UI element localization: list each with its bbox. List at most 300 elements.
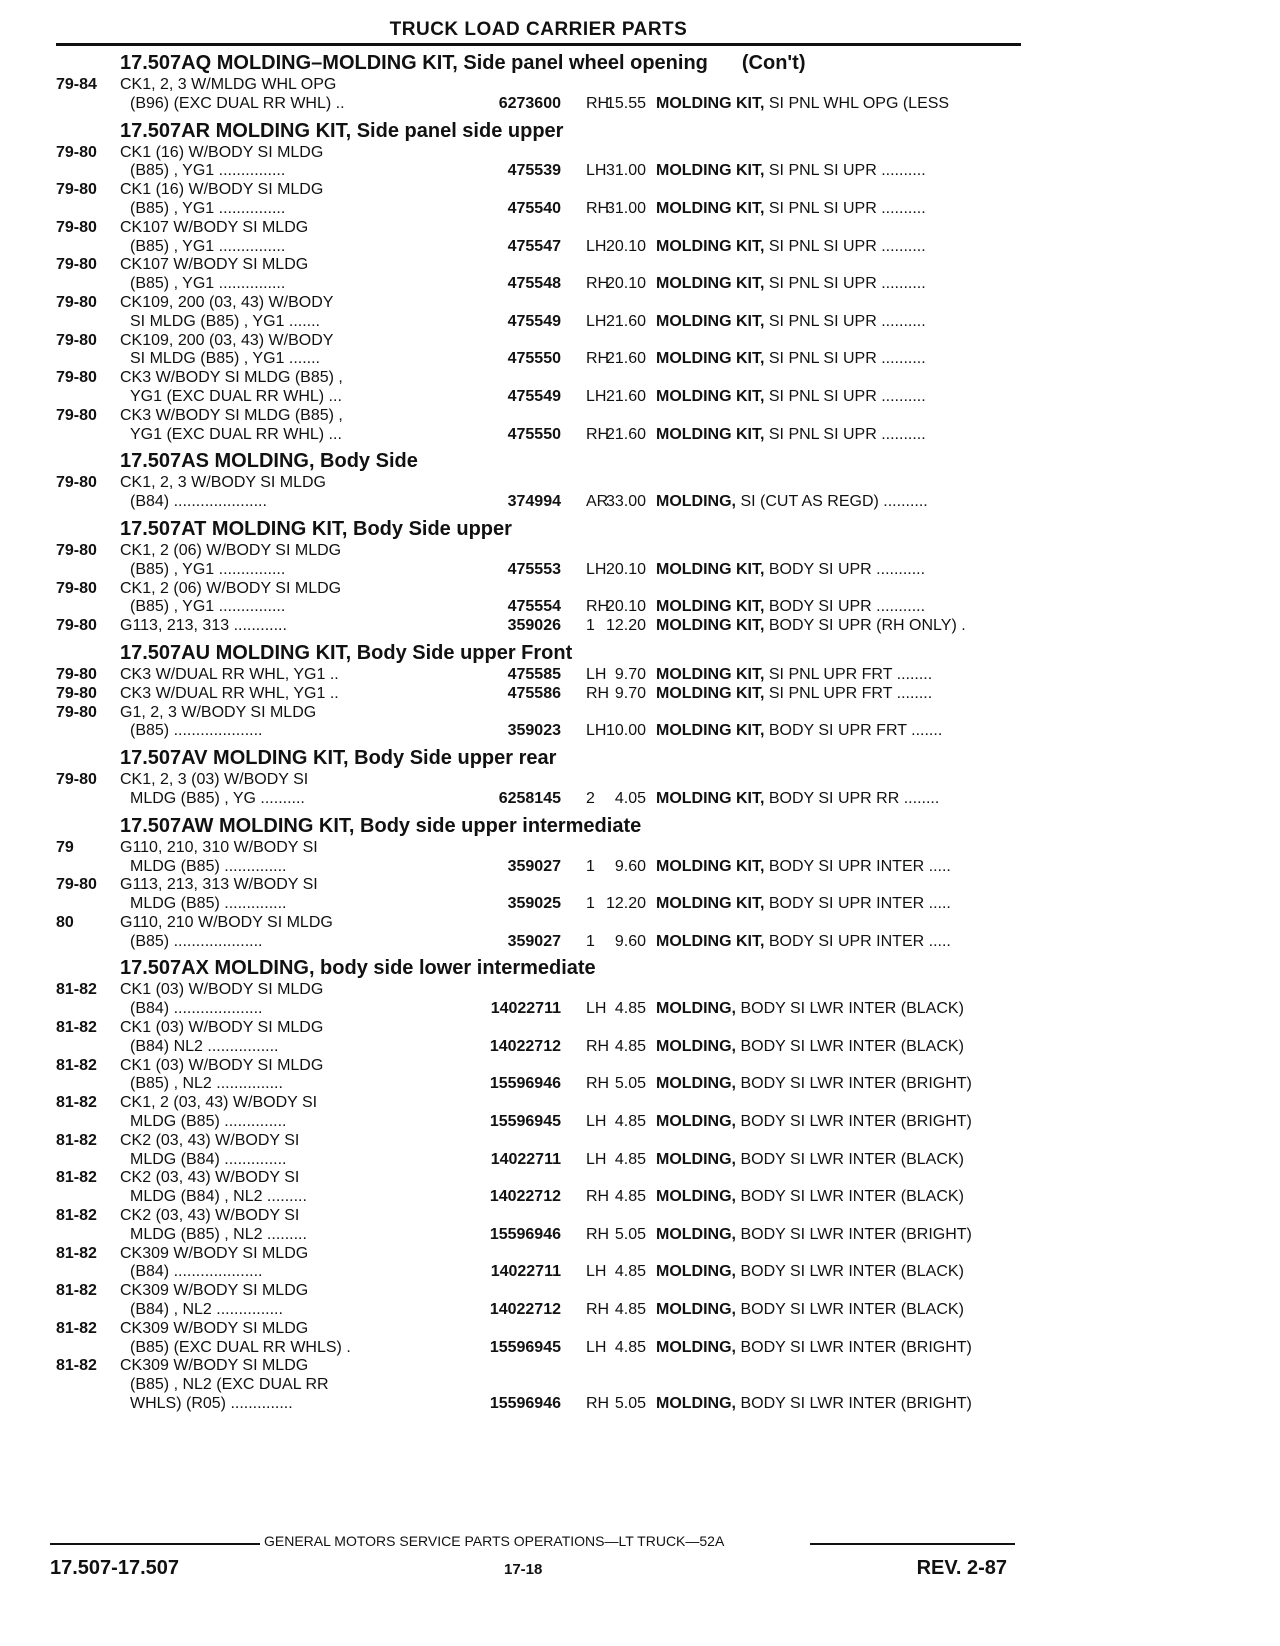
entry-line bbox=[56, 95, 1021, 114]
model-application: CK107 W/BODY SI MLDG bbox=[120, 218, 309, 236]
page-footer bbox=[50, 1533, 1015, 1593]
part-detail: SI (CUT AS REGD) .......... bbox=[736, 493, 928, 511]
entry-line bbox=[56, 1151, 1021, 1170]
entry-line bbox=[56, 144, 1021, 163]
part-description bbox=[656, 1339, 972, 1358]
part-number: 475550 bbox=[507, 350, 561, 368]
price: 4.85 bbox=[614, 1150, 646, 1168]
price: 12.20 bbox=[605, 895, 646, 913]
model-year: 81-82 bbox=[56, 1244, 97, 1262]
section-title-text: 17.507AR MOLDING KIT, Side panel side upper bbox=[120, 119, 564, 142]
parts-entry bbox=[56, 369, 1021, 407]
parts-entry bbox=[56, 839, 1021, 877]
model-application: CK107 W/BODY SI MLDG bbox=[120, 256, 309, 274]
part-detail: BODY SI UPR INTER ..... bbox=[764, 895, 951, 913]
part-name: MOLDING KIT, bbox=[656, 94, 765, 112]
part-detail: BODY SI UPR INTER ..... bbox=[764, 932, 951, 950]
part-number: 14022711 bbox=[490, 1263, 561, 1281]
quantity: RH bbox=[586, 94, 610, 112]
part-detail: BODY SI LWR INTER (BRIGHT) bbox=[736, 1395, 972, 1413]
price: 31.00 bbox=[605, 199, 646, 217]
part-description bbox=[656, 162, 926, 181]
quantity: 1 bbox=[586, 617, 595, 635]
entry-line bbox=[56, 617, 1021, 636]
entry-line bbox=[56, 474, 1021, 493]
part-detail: SI PNL UPR FRT ........ bbox=[764, 665, 933, 683]
part-detail: SI PNL SI UPR .......... bbox=[764, 312, 926, 330]
part-detail: BODY SI UPR INTER ..... bbox=[764, 857, 951, 875]
model-application: CK3 W/DUAL RR WHL, YG1 .. bbox=[120, 684, 339, 702]
part-name: MOLDING KIT, bbox=[656, 237, 765, 255]
model-year: 81-82 bbox=[56, 1131, 97, 1149]
part-number: 14022711 bbox=[490, 1000, 561, 1018]
parts-entry bbox=[56, 294, 1021, 332]
model-application: YG1 (EXC DUAL RR WHL) ... bbox=[130, 387, 342, 405]
price: 5.05 bbox=[614, 1075, 646, 1093]
price: 20.10 bbox=[605, 275, 646, 293]
part-number: 14022712 bbox=[489, 1037, 561, 1055]
model-application: CK1 (03) W/BODY SI MLDG bbox=[120, 1056, 324, 1074]
model-year: 79-80 bbox=[56, 143, 97, 161]
part-detail: BODY SI LWR INTER (BRIGHT) bbox=[736, 1075, 972, 1093]
part-detail: BODY SI UPR RR ........ bbox=[764, 789, 940, 807]
entry-line bbox=[56, 162, 1021, 181]
model-application: (B85) , YG1 ............... bbox=[130, 598, 286, 616]
price: 21.60 bbox=[605, 312, 646, 330]
price: 10.00 bbox=[605, 722, 646, 740]
part-number: 475540 bbox=[507, 199, 561, 217]
model-year: 80 bbox=[56, 913, 74, 931]
model-year: 79-84 bbox=[56, 76, 97, 93]
model-application: CK1, 2 (06) W/BODY SI MLDG bbox=[120, 541, 342, 559]
entry-line bbox=[56, 1282, 1021, 1301]
section-title-text: 17.507AW MOLDING KIT, Body side upper intermediate bbox=[120, 814, 642, 837]
quantity: LH bbox=[586, 162, 607, 180]
part-number: 475585 bbox=[507, 665, 561, 683]
quantity: RH bbox=[586, 1301, 610, 1319]
part-name: MOLDING, bbox=[656, 493, 736, 511]
part-name: MOLDING, bbox=[656, 1113, 736, 1131]
part-number: 15596945 bbox=[489, 1113, 561, 1131]
entry-line bbox=[56, 580, 1021, 599]
part-description bbox=[656, 95, 949, 114]
entry-line bbox=[56, 1188, 1021, 1207]
model-application: CK2 (03, 43) W/BODY SI bbox=[120, 1169, 300, 1187]
model-year: 79-80 bbox=[56, 665, 97, 683]
price: 20.10 bbox=[605, 560, 646, 578]
model-application: CK1 (16) W/BODY SI MLDG bbox=[120, 181, 324, 199]
model-year: 79 bbox=[56, 838, 74, 856]
part-name: MOLDING, bbox=[656, 1075, 736, 1093]
part-number: 359027 bbox=[507, 857, 561, 875]
part-number: 359025 bbox=[507, 895, 561, 913]
entry-line bbox=[56, 1169, 1021, 1188]
entry-line bbox=[56, 1094, 1021, 1113]
part-detail: SI PNL UPR FRT ........ bbox=[764, 684, 933, 702]
entry-line bbox=[56, 1207, 1021, 1226]
model-year: 81-82 bbox=[56, 1019, 97, 1037]
entry-line bbox=[56, 1038, 1021, 1057]
price: 21.60 bbox=[605, 387, 646, 405]
model-application: MLDG (B85) .............. bbox=[130, 857, 287, 875]
part-description bbox=[656, 858, 951, 877]
part-description bbox=[656, 790, 939, 809]
model-application: SI MLDG (B85) , YG1 ....... bbox=[130, 312, 320, 330]
model-year: 79-80 bbox=[56, 876, 97, 894]
entry-line bbox=[56, 1075, 1021, 1094]
part-detail: SI PNL SI UPR .......... bbox=[764, 162, 926, 180]
entry-line bbox=[56, 839, 1021, 858]
quantity: RH bbox=[586, 199, 610, 217]
model-application: CK109, 200 (03, 43) W/BODY bbox=[120, 293, 334, 311]
entry-line bbox=[56, 1113, 1021, 1132]
entry-line bbox=[56, 771, 1021, 790]
part-description bbox=[656, 598, 925, 617]
quantity: LH bbox=[586, 1113, 607, 1131]
price: 4.85 bbox=[614, 1113, 646, 1131]
section-title bbox=[56, 118, 1021, 144]
model-application: CK1, 2, 3 (03) W/BODY SI bbox=[120, 771, 309, 789]
entry-line bbox=[56, 1019, 1021, 1038]
model-year: 79-80 bbox=[56, 293, 97, 311]
price: 5.05 bbox=[614, 1395, 646, 1413]
footer-page-number: 17-18 bbox=[504, 1561, 543, 1578]
part-detail: BODY SI LWR INTER (BRIGHT) bbox=[736, 1225, 972, 1243]
part-number: 374994 bbox=[507, 493, 561, 511]
part-number: 475586 bbox=[507, 684, 561, 702]
quantity: 1 bbox=[586, 895, 595, 913]
part-detail: SI PNL WHL OPG (LESS bbox=[764, 94, 950, 112]
entry-line bbox=[56, 407, 1021, 426]
quantity: LH bbox=[586, 722, 607, 740]
model-application: CK309 W/BODY SI MLDG bbox=[120, 1319, 309, 1337]
section-title bbox=[56, 640, 1021, 666]
model-application: SI MLDG (B85) , YG1 ....... bbox=[130, 350, 320, 368]
model-application: CK1 (03) W/BODY SI MLDG bbox=[120, 981, 324, 999]
part-detail: SI PNL SI UPR .......... bbox=[764, 387, 926, 405]
part-detail: BODY SI LWR INTER (BLACK) bbox=[736, 1188, 964, 1206]
model-application: (B96) (EXC DUAL RR WHL) .. bbox=[130, 94, 345, 112]
parts-entry bbox=[56, 876, 1021, 914]
model-year: 79-80 bbox=[56, 617, 97, 635]
part-number: 475554 bbox=[507, 598, 561, 616]
part-description bbox=[656, 350, 926, 369]
part-name: MOLDING KIT, bbox=[656, 857, 765, 875]
entry-line bbox=[56, 561, 1021, 580]
parts-section bbox=[56, 745, 1021, 809]
parts-section bbox=[56, 516, 1021, 636]
model-application: CK1, 2 (03, 43) W/BODY SI bbox=[120, 1094, 318, 1112]
model-application: MLDG (B85) , YG .......... bbox=[130, 789, 305, 807]
model-application: (B85) , YG1 ............... bbox=[130, 199, 286, 217]
model-application: MLDG (B84) , NL2 ......... bbox=[130, 1188, 307, 1206]
model-application: (B85) , NL2 (EXC DUAL RR bbox=[130, 1376, 329, 1394]
footer-revision: REV. 2-87 bbox=[916, 1557, 1007, 1579]
part-name: MOLDING KIT, bbox=[656, 387, 765, 405]
entry-line bbox=[56, 981, 1021, 1000]
entry-line bbox=[56, 313, 1021, 332]
part-number: 359023 bbox=[507, 722, 561, 740]
parts-entry bbox=[56, 332, 1021, 370]
section-title bbox=[56, 50, 1021, 76]
footer-rule-right bbox=[810, 1543, 1015, 1545]
price: 4.85 bbox=[614, 1000, 646, 1018]
model-year: 79-80 bbox=[56, 474, 97, 492]
parts-entry bbox=[56, 1282, 1021, 1320]
part-number: 14022712 bbox=[489, 1301, 561, 1319]
part-name: MOLDING KIT, bbox=[656, 275, 765, 293]
parts-entry bbox=[56, 542, 1021, 580]
quantity: RH bbox=[586, 1225, 610, 1243]
section-title bbox=[56, 955, 1021, 981]
model-application: G113, 213, 313 W/BODY SI bbox=[120, 876, 318, 894]
parts-entry bbox=[56, 1169, 1021, 1207]
part-number: 475548 bbox=[507, 275, 561, 293]
parts-entry bbox=[56, 474, 1021, 512]
model-application: G110, 210, 310 W/BODY SI bbox=[120, 838, 318, 856]
parts-entry bbox=[56, 704, 1021, 742]
model-application: WHLS) (R05) .............. bbox=[130, 1395, 293, 1413]
footer-publisher: GENERAL MOTORS SERVICE PARTS OPERATIONS—LT TRUCK—52A bbox=[264, 1533, 725, 1549]
entry-line bbox=[56, 542, 1021, 561]
part-name: MOLDING KIT, bbox=[656, 598, 765, 616]
entry-line bbox=[56, 1000, 1021, 1019]
entry-line bbox=[56, 1320, 1021, 1339]
model-year: 81-82 bbox=[56, 1207, 97, 1225]
entry-line bbox=[56, 493, 1021, 512]
part-description bbox=[656, 1075, 972, 1094]
model-year: 79-80 bbox=[56, 703, 97, 721]
part-name: MOLDING KIT, bbox=[656, 312, 765, 330]
quantity: 1 bbox=[586, 857, 595, 875]
model-application: CK1, 2 (06) W/BODY SI MLDG bbox=[120, 579, 342, 597]
part-description bbox=[656, 238, 926, 257]
model-application: (B85) , NL2 ............... bbox=[130, 1075, 283, 1093]
parts-entry bbox=[56, 181, 1021, 219]
quantity: RH bbox=[586, 350, 610, 368]
part-number: 15596946 bbox=[489, 1225, 561, 1243]
parts-entry bbox=[56, 1320, 1021, 1358]
model-application: (B84) .................... bbox=[130, 1263, 263, 1281]
part-description bbox=[656, 1263, 964, 1282]
quantity: 2 bbox=[586, 789, 595, 807]
part-description bbox=[656, 426, 926, 445]
price: 9.60 bbox=[614, 857, 646, 875]
parts-entry bbox=[56, 580, 1021, 618]
parts-entry bbox=[56, 914, 1021, 952]
entry-line bbox=[56, 1301, 1021, 1320]
part-name: MOLDING KIT, bbox=[656, 722, 765, 740]
part-description bbox=[656, 617, 966, 636]
part-name: MOLDING KIT, bbox=[656, 162, 765, 180]
part-name: MOLDING, bbox=[656, 1188, 736, 1206]
part-detail: BODY SI LWR INTER (BLACK) bbox=[736, 1000, 964, 1018]
entry-line bbox=[56, 1357, 1021, 1376]
model-application: CK3 W/DUAL RR WHL, YG1 .. bbox=[120, 665, 339, 683]
model-application: MLDG (B85) .............. bbox=[130, 1113, 287, 1131]
entry-line bbox=[56, 1132, 1021, 1151]
part-detail: SI PNL SI UPR .......... bbox=[764, 425, 926, 443]
entry-line bbox=[56, 388, 1021, 407]
entry-line bbox=[56, 1226, 1021, 1245]
quantity: 1 bbox=[586, 932, 595, 950]
model-year: 81-82 bbox=[56, 1169, 97, 1187]
parts-entry bbox=[56, 1019, 1021, 1057]
part-name: MOLDING, bbox=[656, 1225, 736, 1243]
parts-page bbox=[56, 18, 1021, 1414]
part-description bbox=[656, 1151, 964, 1170]
part-number: 15596945 bbox=[489, 1338, 561, 1356]
parts-section bbox=[56, 813, 1021, 952]
entry-line bbox=[56, 914, 1021, 933]
price: 4.85 bbox=[614, 1301, 646, 1319]
model-year: 79-80 bbox=[56, 541, 97, 559]
page-title: TRUCK LOAD CARRIER PARTS bbox=[389, 19, 688, 40]
parts-entry bbox=[56, 666, 1021, 685]
entry-line bbox=[56, 858, 1021, 877]
price: 20.10 bbox=[605, 598, 646, 616]
part-name: MOLDING, bbox=[656, 1263, 736, 1281]
part-detail: BODY SI LWR INTER (BLACK) bbox=[736, 1301, 964, 1319]
part-description bbox=[656, 1226, 972, 1245]
part-name: MOLDING KIT, bbox=[656, 684, 765, 702]
model-year: 79-80 bbox=[56, 771, 97, 789]
entry-line bbox=[56, 895, 1021, 914]
part-name: MOLDING KIT, bbox=[656, 350, 765, 368]
model-year: 79-80 bbox=[56, 218, 97, 236]
part-description bbox=[656, 1000, 964, 1019]
entry-line bbox=[56, 294, 1021, 313]
price: 9.70 bbox=[614, 665, 646, 683]
part-name: MOLDING, bbox=[656, 1000, 736, 1018]
model-application: CK3 W/BODY SI MLDG (B85) , bbox=[120, 369, 343, 387]
parts-entry bbox=[56, 1207, 1021, 1245]
quantity: RH bbox=[586, 275, 610, 293]
part-number: 14022712 bbox=[489, 1188, 561, 1206]
model-application: (B84) ..................... bbox=[130, 493, 267, 511]
parts-entry bbox=[56, 256, 1021, 294]
part-number: 475553 bbox=[507, 560, 561, 578]
entry-line bbox=[56, 1339, 1021, 1358]
part-detail: BODY SI LWR INTER (BRIGHT) bbox=[736, 1113, 972, 1131]
model-application: G1, 2, 3 W/BODY SI MLDG bbox=[120, 703, 317, 721]
price: 9.70 bbox=[614, 684, 646, 702]
model-application: CK1, 2, 3 W/BODY SI MLDG bbox=[120, 474, 326, 492]
model-application: MLDG (B84) .............. bbox=[130, 1150, 287, 1168]
section-title-text: 17.507AQ MOLDING–MOLDING KIT, Side panel wheel opening bbox=[120, 52, 708, 74]
parts-section bbox=[56, 50, 1021, 114]
entry-line bbox=[56, 790, 1021, 809]
entry-line bbox=[56, 704, 1021, 723]
footer-section-range: 17.507-17.507 bbox=[50, 1557, 180, 1579]
price: 12.20 bbox=[605, 617, 646, 635]
price: 33.00 bbox=[605, 493, 646, 511]
part-detail: BODY SI LWR INTER (BLACK) bbox=[736, 1150, 964, 1168]
model-year: 79-80 bbox=[56, 331, 97, 349]
part-name: MOLDING KIT, bbox=[656, 199, 765, 217]
entry-line bbox=[56, 369, 1021, 388]
quantity: LH bbox=[586, 560, 607, 578]
part-detail: BODY SI UPR ........... bbox=[764, 598, 926, 616]
parts-entry bbox=[56, 1057, 1021, 1095]
price: 4.85 bbox=[614, 1037, 646, 1055]
model-application: (B85) , YG1 ............... bbox=[130, 560, 286, 578]
part-description bbox=[656, 1113, 972, 1132]
section-title bbox=[56, 813, 1021, 839]
entry-line bbox=[56, 350, 1021, 369]
part-name: MOLDING KIT, bbox=[656, 789, 765, 807]
part-detail: BODY SI UPR FRT ....... bbox=[764, 722, 943, 740]
part-name: MOLDING KIT, bbox=[656, 895, 765, 913]
model-application: (B85) (EXC DUAL RR WHLS) . bbox=[130, 1338, 351, 1356]
part-description bbox=[656, 666, 932, 685]
model-year: 79-80 bbox=[56, 684, 97, 702]
part-description bbox=[656, 493, 928, 512]
model-application: G113, 213, 313 ............ bbox=[120, 617, 287, 635]
parts-entry bbox=[56, 407, 1021, 445]
part-description bbox=[656, 200, 926, 219]
price: 31.00 bbox=[605, 162, 646, 180]
parts-entry bbox=[56, 1132, 1021, 1170]
section-title-text: 17.507AS MOLDING, Body Side bbox=[120, 450, 418, 473]
entry-line bbox=[56, 76, 1021, 95]
model-application: YG1 (EXC DUAL RR WHL) ... bbox=[130, 425, 342, 443]
model-application: G110, 210 W/BODY SI MLDG bbox=[120, 913, 333, 931]
entry-line bbox=[56, 219, 1021, 238]
model-application: CK1 (16) W/BODY SI MLDG bbox=[120, 143, 324, 161]
quantity: LH bbox=[586, 1338, 607, 1356]
quantity: RH bbox=[586, 598, 610, 616]
parts-entry bbox=[56, 219, 1021, 257]
header-rule bbox=[56, 43, 1021, 46]
parts-entry bbox=[56, 771, 1021, 809]
parts-entry bbox=[56, 76, 1021, 114]
price: 4.05 bbox=[614, 789, 646, 807]
quantity: LH bbox=[586, 1263, 607, 1281]
model-application: CK2 (03, 43) W/BODY SI bbox=[120, 1131, 300, 1149]
part-number: 359026 bbox=[507, 617, 561, 635]
part-description bbox=[656, 1395, 972, 1414]
model-year: 81-82 bbox=[56, 1357, 97, 1375]
part-number: 475547 bbox=[507, 237, 561, 255]
model-year: 81-82 bbox=[56, 1282, 97, 1300]
section-title-text: 17.507AX MOLDING, body side lower intermediate bbox=[120, 957, 596, 980]
entry-line bbox=[56, 1245, 1021, 1264]
footer-rule-left bbox=[50, 1543, 260, 1545]
price: 15.55 bbox=[605, 94, 646, 112]
model-year: 81-82 bbox=[56, 981, 97, 999]
parts-sections bbox=[56, 50, 1021, 1414]
part-description bbox=[656, 1301, 964, 1320]
model-application: (B84) NL2 ................ bbox=[130, 1037, 279, 1055]
part-name: MOLDING KIT, bbox=[656, 617, 765, 635]
price: 9.60 bbox=[614, 932, 646, 950]
part-detail: SI PNL SI UPR .......... bbox=[764, 350, 926, 368]
price: 4.85 bbox=[614, 1188, 646, 1206]
model-application: CK309 W/BODY SI MLDG bbox=[120, 1282, 309, 1300]
section-title bbox=[56, 745, 1021, 771]
quantity: AR bbox=[586, 493, 609, 511]
part-detail: BODY SI UPR ........... bbox=[764, 560, 926, 578]
price: 4.85 bbox=[614, 1263, 646, 1281]
part-number: 475539 bbox=[507, 162, 561, 180]
model-year: 81-82 bbox=[56, 1319, 97, 1337]
model-application: CK1 (03) W/BODY SI MLDG bbox=[120, 1019, 324, 1037]
entry-line bbox=[56, 200, 1021, 219]
part-description bbox=[656, 1188, 964, 1207]
entry-line bbox=[56, 1057, 1021, 1076]
part-name: MOLDING, bbox=[656, 1395, 736, 1413]
